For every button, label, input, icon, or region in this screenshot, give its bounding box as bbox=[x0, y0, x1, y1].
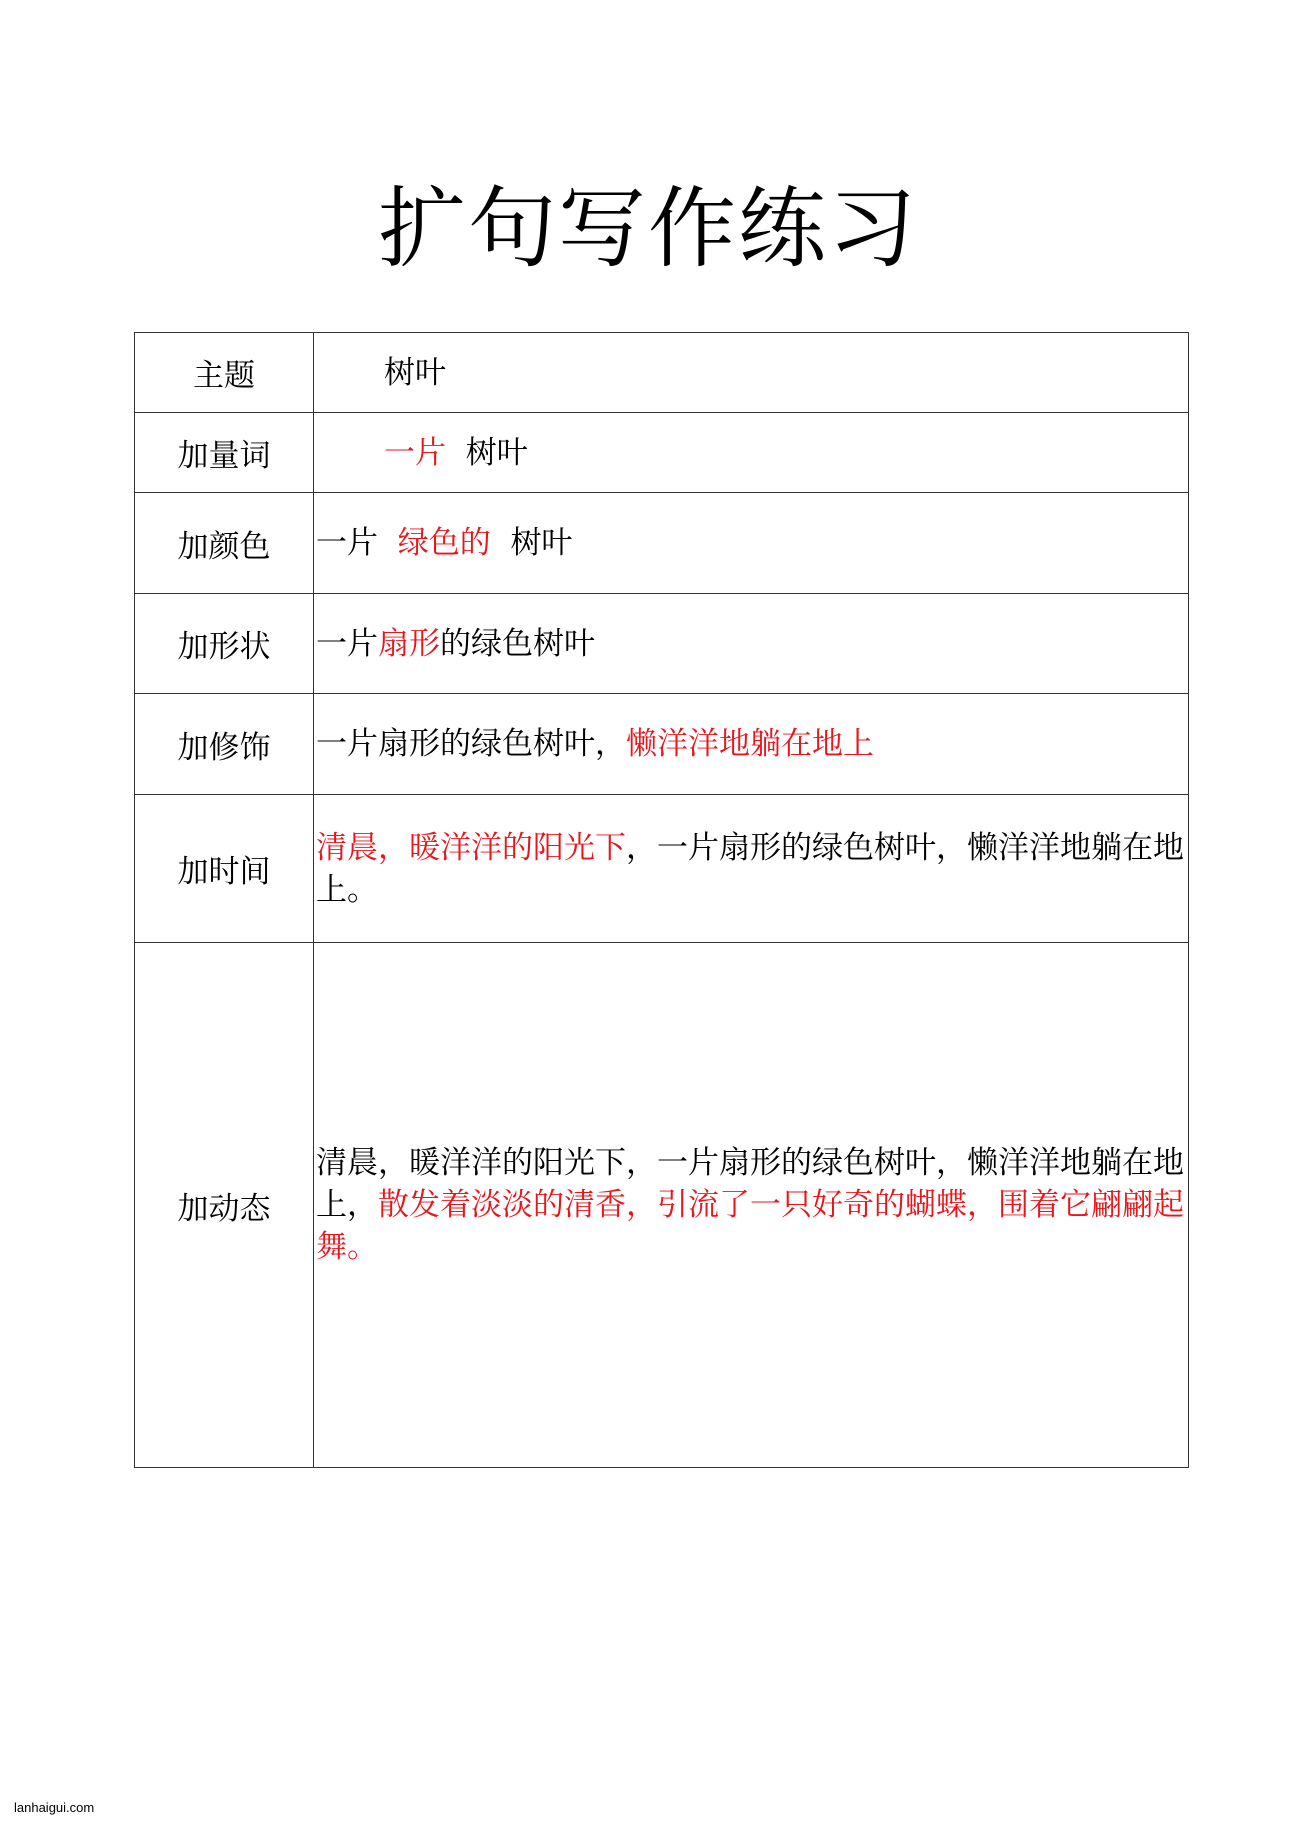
sentence-part: 树叶 bbox=[510, 525, 573, 561]
expansion-table bbox=[134, 332, 1189, 1468]
row-label: 主题 bbox=[135, 333, 314, 413]
footer-watermark: lanhaigui.com bbox=[14, 1800, 95, 1815]
row-content bbox=[314, 943, 1189, 1468]
row-label: 加时间 bbox=[135, 795, 314, 943]
row-content bbox=[314, 493, 1189, 594]
row-label: 加颜色 bbox=[135, 493, 314, 594]
added-part: 懒洋洋地躺在地上 bbox=[626, 726, 874, 762]
row-content bbox=[314, 333, 1189, 413]
table-row bbox=[135, 493, 1189, 594]
row-content bbox=[314, 594, 1189, 694]
table-row bbox=[135, 594, 1189, 694]
added-part: 清晨，暖洋洋的阳光下 bbox=[316, 829, 626, 866]
sentence-part: 一片扇形的绿色树叶， bbox=[316, 726, 626, 762]
row-content bbox=[314, 694, 1189, 795]
table-row bbox=[135, 333, 1189, 413]
sentence-part: 树叶 bbox=[384, 354, 446, 391]
table-row bbox=[135, 795, 1189, 943]
sentence-part: ，一片扇形的绿色树叶，懒洋洋地躺在地上。 bbox=[316, 829, 1184, 908]
added-part: 散发着淡淡的清香，引流了一只好奇的蝴蝶，围着它翩翩起舞。 bbox=[316, 1187, 1184, 1265]
sentence-part: 一片 bbox=[316, 625, 378, 662]
added-part: 绿色的 bbox=[397, 525, 491, 561]
table-row bbox=[135, 694, 1189, 795]
page-title: 扩句写作练习 bbox=[377, 177, 918, 280]
sentence-part: 树叶 bbox=[465, 434, 528, 471]
row-label: 加形状 bbox=[135, 594, 314, 694]
sentence-part: 清晨，暖洋洋的阳光下，一片扇形的绿色树叶，懒洋洋地躺在地上， bbox=[316, 1145, 1184, 1223]
row-label: 加量词 bbox=[135, 413, 314, 493]
row-content bbox=[314, 795, 1189, 943]
sentence-part: 的绿色树叶 bbox=[440, 625, 595, 662]
row-content bbox=[314, 413, 1189, 493]
added-part: 一片 bbox=[384, 434, 446, 471]
row-label: 加修饰 bbox=[135, 694, 314, 795]
table-row bbox=[135, 413, 1189, 493]
added-part: 扇形 bbox=[378, 625, 440, 662]
row-label: 加动态 bbox=[135, 943, 314, 1468]
sentence-part: 一片 bbox=[316, 525, 378, 561]
table-row bbox=[135, 943, 1189, 1468]
